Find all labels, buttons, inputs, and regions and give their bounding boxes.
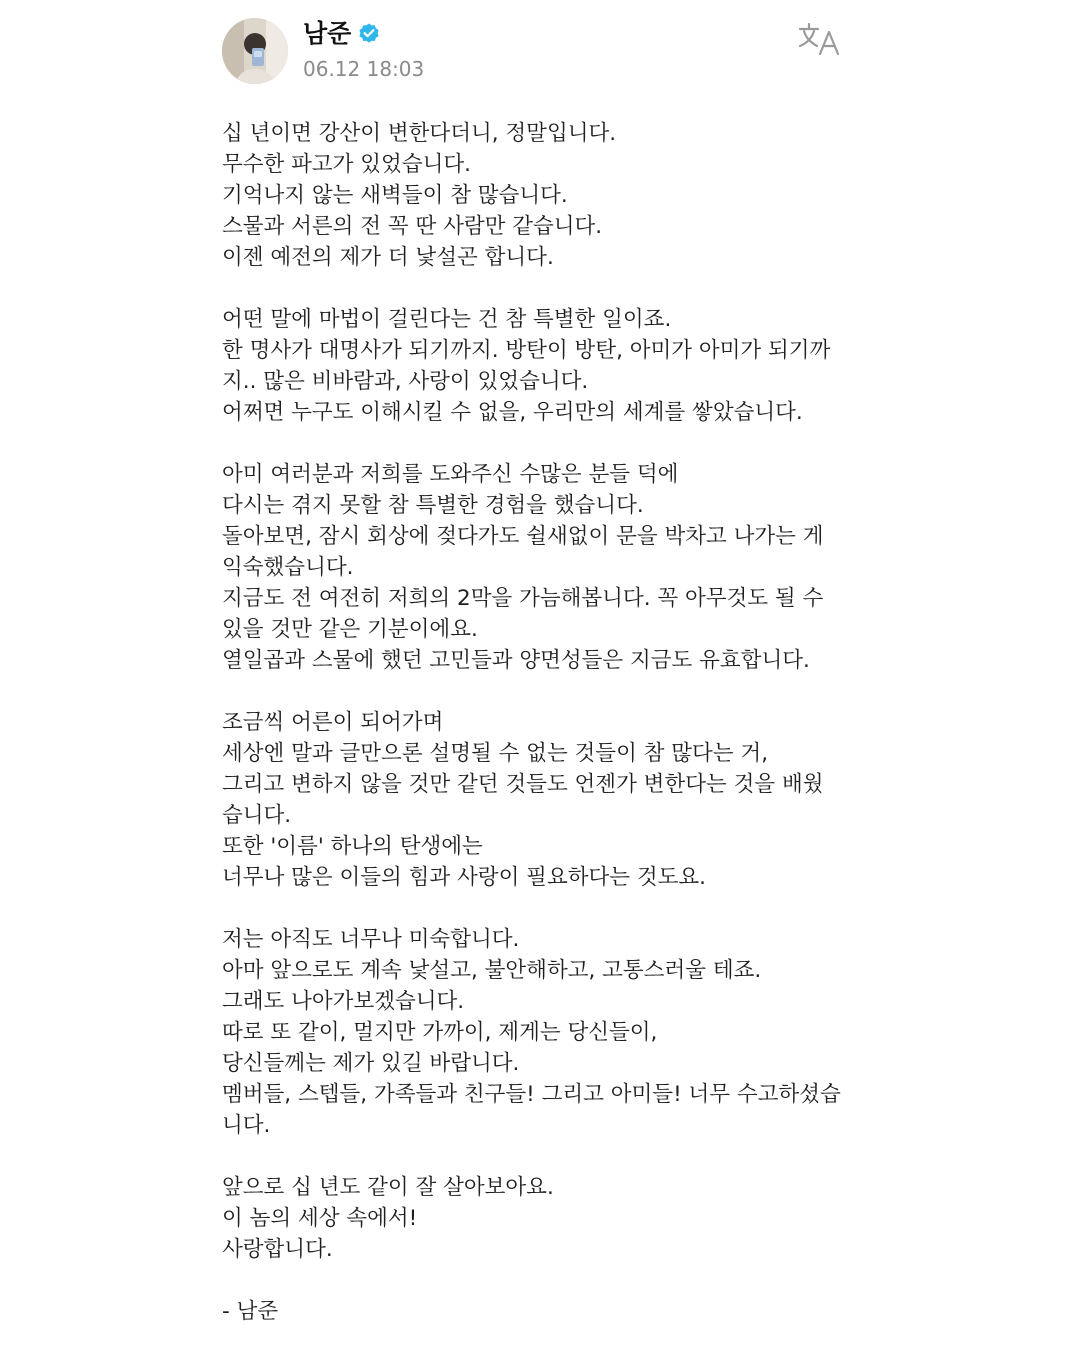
post-text-line: 지.. 많은 비바람과, 사랑이 있었습니다. — [222, 369, 589, 394]
post-paragraph — [222, 707, 842, 893]
post-paragraph — [222, 304, 842, 428]
post-text-line: 십 년이면 강산이 변한다더니, 정말입니다. — [222, 121, 617, 146]
post-text-line: 지금도 전 여전히 저희의 2막을 가늠해봅니다. 꼭 아무것도 될 수 — [222, 586, 824, 611]
post-text-line: 니다. — [222, 1113, 271, 1138]
post-timestamp: 06.12 18:03 — [303, 57, 425, 81]
post-paragraph — [222, 118, 842, 273]
post-text-line: 이 놈의 세상 속에서! — [222, 1206, 418, 1231]
author-line — [303, 18, 381, 50]
post-paragraph — [222, 924, 842, 1141]
verified-badge-icon — [357, 22, 381, 46]
post-text-line: 기억나지 않는 새벽들이 참 많습니다. — [222, 183, 568, 208]
post-paragraph — [222, 1296, 842, 1327]
post-body — [222, 118, 842, 1327]
post-text-line: 스물과 서른의 전 꼭 딴 사람만 같습니다. — [222, 214, 603, 239]
post-text-line: 당신들께는 제가 있길 바랍니다. — [222, 1051, 520, 1076]
post-text-line: 따로 또 같이, 멀지만 가까이, 제게는 당신들이, — [222, 1020, 658, 1045]
post-text-line: 어쩌면 누구도 이해시킬 수 없을, 우리만의 세계를 쌓았습니다. — [222, 400, 803, 425]
post-text-line: 무수한 파고가 있었습니다. — [222, 152, 471, 177]
post-text-line: 너무나 많은 이들의 힘과 사랑이 필요하다는 것도요. — [222, 865, 706, 890]
post-text-line: 사랑합니다. — [222, 1237, 333, 1262]
post-text-line: 다시는 겪지 못할 참 특별한 경험을 했습니다. — [222, 493, 644, 518]
post-text-line: - 남준 — [222, 1299, 279, 1324]
post-text-line: 아마 앞으로도 계속 낯설고, 불안해하고, 고통스러울 테죠. — [222, 958, 762, 983]
post-header — [222, 16, 842, 86]
post — [222, 16, 842, 1327]
post-text-line: 조금씩 어른이 되어가며 — [222, 710, 444, 735]
avatar[interactable] — [222, 18, 288, 84]
post-text-line: 그리고 변하지 않을 것만 같던 것들도 언젠가 변한다는 것을 배웠 — [222, 772, 824, 797]
post-text-line: 이젠 예전의 제가 더 낯설곤 합니다. — [222, 245, 554, 270]
post-text-line: 세상엔 말과 글만으론 설명될 수 없는 것들이 참 많다는 거, — [222, 741, 769, 766]
post-text-line: 돌아보면, 잠시 회상에 젖다가도 쉴새없이 문을 박차고 나가는 게 — [222, 524, 824, 549]
post-text-line: 열일곱과 스물에 했던 고민들과 양면성들은 지금도 유효합니다. — [222, 648, 810, 673]
post-text-line: 아미 여러분과 저희를 도와주신 수많은 분들 덕에 — [222, 462, 679, 487]
translate-icon — [798, 21, 842, 57]
post-text-line: 있을 것만 같은 기분이에요. — [222, 617, 478, 642]
post-text-line: 앞으로 십 년도 같이 잘 살아보아요. — [222, 1175, 554, 1200]
post-text-line: 익숙했습니다. — [222, 555, 354, 580]
avatar-photo — [222, 18, 288, 84]
translate-button[interactable] — [798, 21, 842, 57]
post-text-line: 멤버들, 스텝들, 가족들과 친구들! 그리고 아미들! 너무 수고하셨습 — [222, 1082, 841, 1107]
post-text-line: 한 명사가 대명사가 되기까지. 방탄이 방탄, 아미가 아미가 되기까 — [222, 338, 831, 363]
post-text-line: 어떤 말에 마법이 걸린다는 건 참 특별한 일이죠. — [222, 307, 672, 332]
post-text-line: 또한 '이름' 하나의 탄생에는 — [222, 834, 483, 859]
author-name[interactable]: 남준 — [303, 19, 352, 48]
post-paragraph — [222, 1172, 842, 1265]
post-paragraph — [222, 459, 842, 676]
post-text-line: 그래도 나아가보겠습니다. — [222, 989, 465, 1014]
post-text-line: 저는 아직도 너무나 미숙합니다. — [222, 927, 520, 952]
post-text-line: 습니다. — [222, 803, 292, 828]
